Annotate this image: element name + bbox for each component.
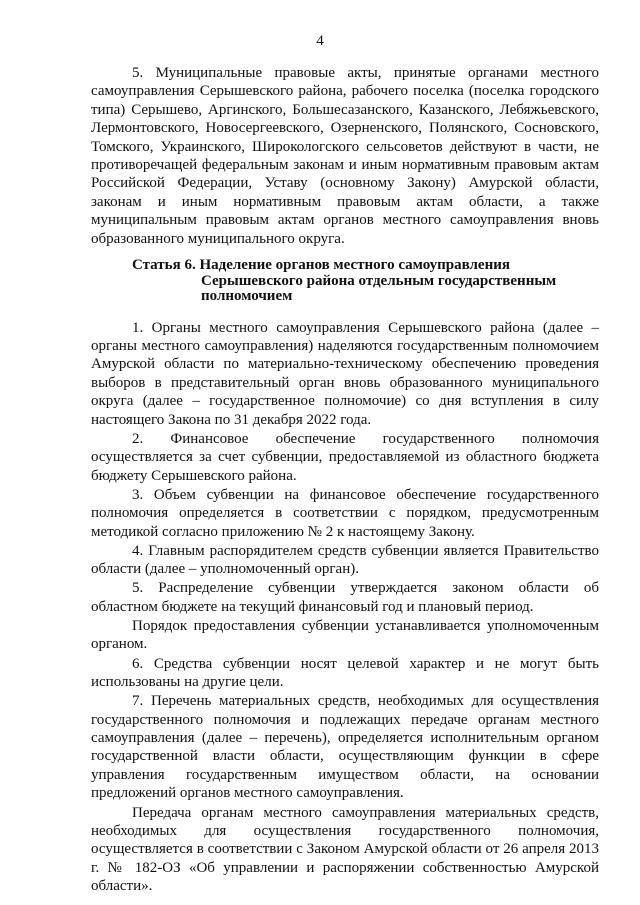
article-paragraph: 6. Средства субвенции носят целевой характер и не могут быть использованы на другие цели. <box>91 655 599 691</box>
article-paragraph: 2. Финансовое обеспечение государственного полномочия осуществляется за счет субвенции, предоставляемой из областного бюджета бюджету Серышевского района. <box>91 430 599 484</box>
article-heading <box>91 258 599 305</box>
article-paragraph: Передача органам местного самоуправления материальных средств, необходимых для осуществления государственного полномочия, осуществляется в соответствии с Законом Амурской области от 26 апреля 2013 г. № 182-ОЗ «Об управлении и распоряжении собственностью Амурской области». <box>91 804 599 895</box>
article-paragraph: 4. Главным распорядителем средств субвенции является Правительство области (далее – уполномоченный орган). <box>91 542 599 578</box>
article-paragraph: 7. Перечень материальных средств, необходимых для осуществления государственного полномочия и подлежащих передаче органам местного самоуправления (далее – перечень), определяется исполнительным органом государственной власти области, осуществляющим функции в сфере управления государственным имуществом области, на основании предложений органов местного самоуправления. <box>91 693 599 802</box>
document-body <box>91 64 599 896</box>
article-paragraph: 5. Распределение субвенции утверждается законом области об областном бюджете на текущий финансовый год и плановый период. <box>91 580 599 615</box>
page-number: 4 <box>316 33 324 49</box>
article-paragraph: Порядок предоставления субвенции устанавливается уполномоченным органом. <box>91 618 599 653</box>
article-heading-line-2: Серышевского района отдельным государственным полномочием <box>201 272 557 305</box>
article-paragraph: 1. Органы местного самоуправления Серышевского района (далее – органы местного самоуправления) наделяются государственным полномочием Амурской области по материально-техническому обеспечению проведения выборов в представительный орган вновь образованного муниципального округа (далее – государственное полномочие) со дня вступления в силу настоящего Закона по 31 декабря 2022 года. <box>91 319 599 428</box>
paragraph-previous-article-5: 5. Муниципальные правовые акты, принятые органами местного самоуправления Серышевского района, рабочего поселка (поселка городского типа) Серышево, Аргинского, Большесазанского, Казанского, Лебяжьевского, Лермонтовского, Новосергеевского, Озерненского, Полянского, Сосновского, Томского, Украинского, Широкологского сельсоветов действуют в части, не противоречащей федеральным законам и иным нормативным правовым актам Российской Федерации, Уставу (основному Закону) Амурской области, законам и иным нормативным правовым актам области, а также муниципальным правовым актам органов местного самоуправления вновь образованного муниципального округа. <box>91 65 599 247</box>
article-heading-line-1: Статья 6. Наделение органов местного самоуправления <box>132 257 510 274</box>
article-paragraph: 3. Объем субвенции на финансовое обеспечение государственного полномочия определяется в соответствии с порядком, предусмотренным методикой согласно приложению № 2 к настоящему Закону. <box>91 486 599 540</box>
